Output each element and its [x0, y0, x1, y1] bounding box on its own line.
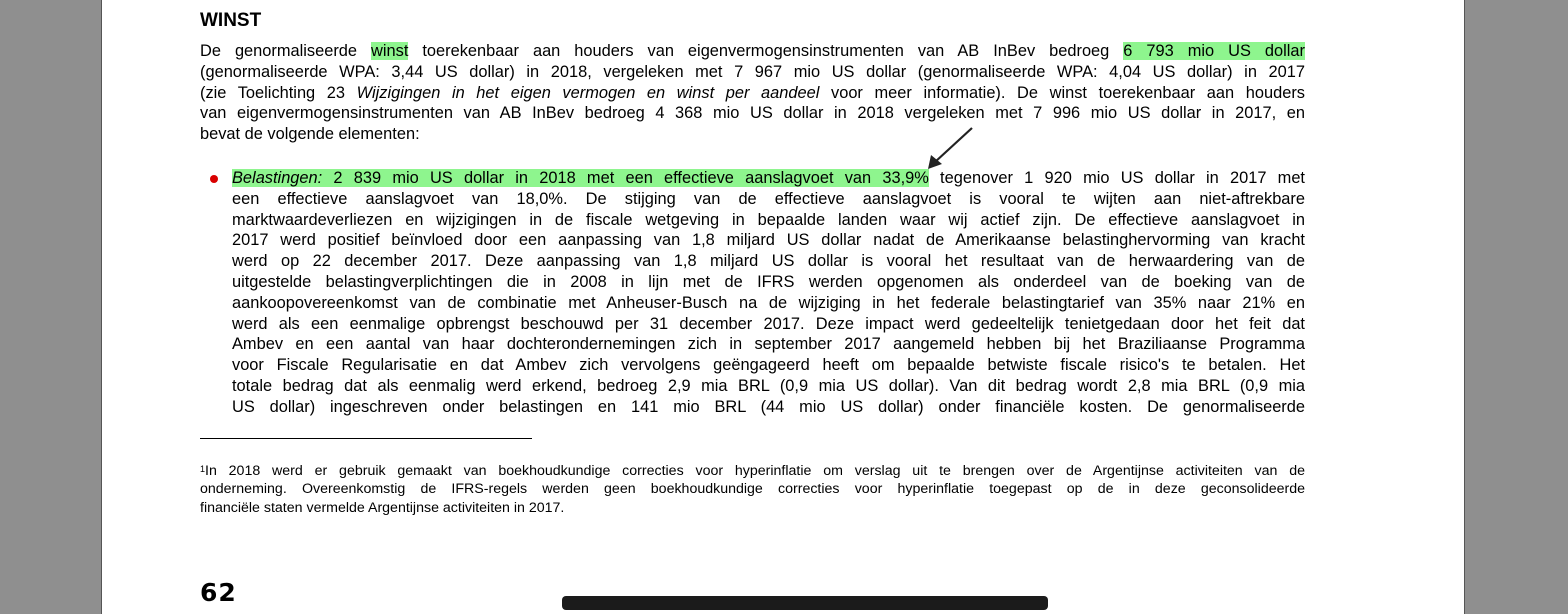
highlight-text: 2 839 mio US dollar in 2018 met een effectieve aanslagvoet van 33,9%	[322, 169, 929, 187]
bullet-icon	[210, 175, 218, 183]
paragraph-text: voor meer informatie). De winst toerekenbaar aan houders	[819, 83, 1305, 102]
paragraph-line-3	[200, 83, 1305, 104]
highlight-belastingen	[232, 169, 929, 187]
section-heading: WINST	[200, 10, 262, 31]
paragraph-text: (zie Toelichting 23	[200, 83, 357, 102]
footnote-divider	[200, 438, 532, 439]
document-page	[101, 0, 1465, 614]
paragraph-line-4: van eigenvermogensinstrumenten van AB InBev bedroeg 4 368 mio US dollar in 2018 vergeleken met 7 996 mio US dollar in 2017, en	[200, 104, 1305, 123]
paragraph-line-2: (genormaliseerde WPA: 3,44 US dollar) in 2018, vergeleken met 7 967 mio US dollar (genormaliseerde WPA: 4,04 US dollar) in 2017	[200, 62, 1305, 81]
footnote-line-3: financiële staten vermelde Argentijnse activiteiten in 2017.	[200, 499, 565, 516]
bullet-line: totale bedrag dat als eenmalig werd erkend, bedroeg 2,9 mia BRL (0,9 mia US dollar). Van dit bedrag wordt 2,8 mia BRL (0,9 mia	[232, 376, 1305, 395]
footnote-text: In 2018 werd er gebruik gemaakt van boekhoudkundige correcties voor hyperinflatie om verslag uit te brengen over de Argentijnse activiteiten van de	[205, 463, 1305, 479]
bullet-line: voor Fiscale Regularisatie en dat Ambev zich vervolgens geëngageerd heeft om bepaalde betwiste fiscale risico's te betalen. Het	[232, 356, 1305, 375]
paragraph-text: toerekenbaar aan houders van eigenvermogensinstrumenten van AB InBev bedroeg	[408, 42, 1124, 60]
bullet-label: Belastingen:	[232, 169, 323, 187]
footnote	[200, 462, 1305, 517]
horizontal-scrollbar[interactable]	[562, 596, 1048, 610]
paragraph-line-1	[200, 41, 1305, 62]
highlight-winst: winst	[371, 42, 409, 60]
bullet-line: Ambev en een aantal van haar dochterondernemingen zich in september 2017 aangemeld hebben bij het Braziliaanse Programma	[232, 335, 1305, 354]
bullet-line: werd op 22 december 2017. Deze aanpassing van 1,8 miljard US dollar is vooral het resultaat van de herwaardering van de	[232, 252, 1305, 271]
bullet-line: uitgestelde belastingverplichtingen die in 2008 in lijn met de IFRS werden opgenomen als onderdeel van de boeking van de	[232, 272, 1305, 291]
bullet-line: een effectieve aanslagvoet van 18,0%. De stijging van de effectieve aanslagvoet is vooral te wijten aan niet-aftrekbare	[232, 189, 1305, 208]
paragraph-text: De genormaliseerde	[200, 42, 372, 60]
bullet-text-rest: tegenover 1 920 mio US dollar in 2017 met	[928, 169, 1305, 187]
bullet-line-1	[232, 168, 1305, 189]
highlight-amount: 6 793 mio US dollar	[1123, 42, 1305, 60]
bullet-line: US dollar) ingeschreven onder belastingen en 141 mio BRL (44 mio US dollar) onder financiële kosten. De genormaliseerde	[232, 397, 1305, 416]
bullet-line: werd als een eenmalige opbrengst beschouwd per 31 december 2017. Deze impact werd gedeeltelijk tenietgedaan door het feit dat	[232, 314, 1305, 333]
bullet-line: 2017 werd positief beïnvloed door een aanpassing van 1,8 miljard US dollar nadat de Amerikaanse belastinghervorming van kracht	[232, 231, 1305, 250]
intro-paragraph	[200, 41, 1305, 145]
paragraph-line-5: bevat de volgende elementen:	[200, 125, 420, 144]
bullet-line: aankoopovereenkomst van de combinatie met Anheuser-Busch na de wijziging in het federale belastingtarief van 35% naar 21% en	[232, 293, 1305, 312]
footnote-line-1	[200, 462, 1305, 480]
footnote-line-2: onderneming. Overeenkomstig de IFRS-regels werden geen boekhoudkundige correcties voor hyperinflatie toegepast op de in deze geconsolideerde	[200, 481, 1305, 498]
page-number: 62	[200, 578, 237, 607]
note-reference-italic: Wijzigingen in het eigen vermogen en winst per aandeel	[356, 83, 820, 102]
bullet-line: marktwaardeverliezen en wijzigingen in de fiscale wetgeving in bepaalde landen waar wij actief zijn. De effectieve aanslagvoet in	[232, 210, 1305, 229]
bullet-text	[232, 168, 1305, 418]
footnote-marker: 1	[200, 464, 206, 474]
